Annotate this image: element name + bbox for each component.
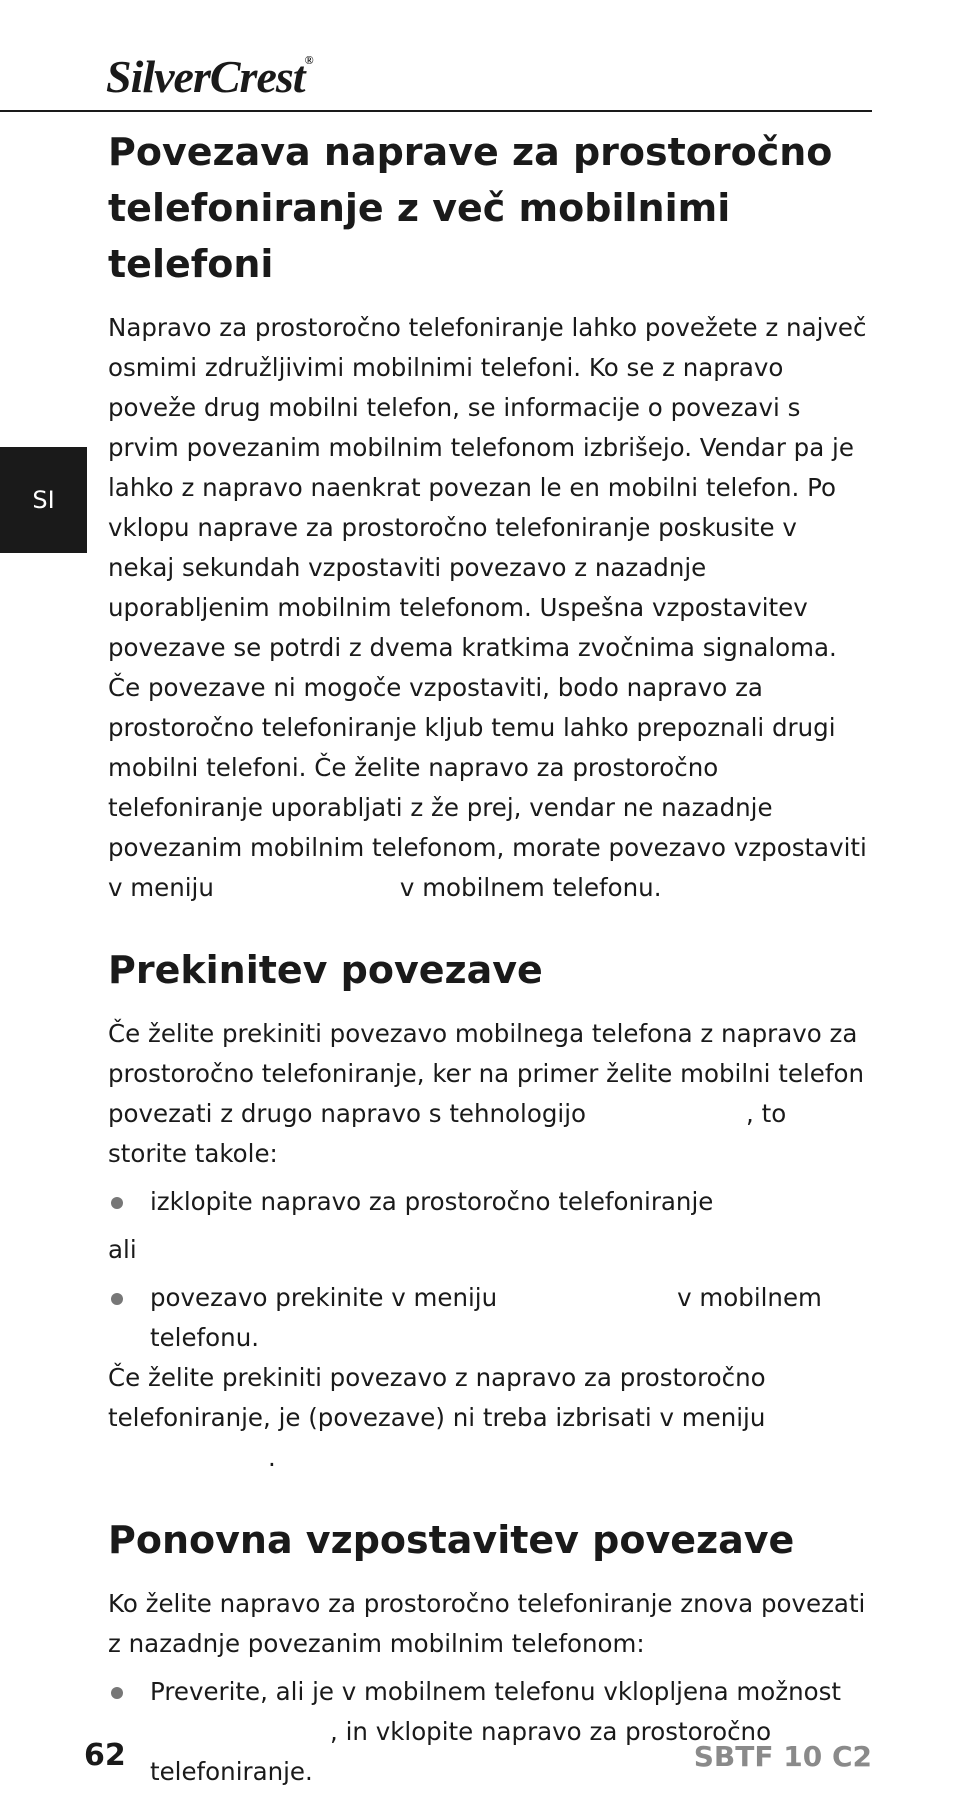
page-content — [108, 124, 868, 1792]
page-number: 62 — [84, 1738, 126, 1773]
model-number: SBTF 10 C2 — [693, 1740, 872, 1773]
section2-bullet-2: povezavo prekinite v meniju v mobilnem telefonu. — [108, 1278, 868, 1358]
section1-body: Napravo za prostoročno telefoniranje lahko povežete z največ osmimi združljivimi mobilnimi telefoni. Ko se z napravo poveže drug mobilni telefon, se informacije o povezavi s prvim povezanim mobilnim telefonom izbrišejo. Vendar pa je lahko z napravo naenkrat povezan le en mobilni telefon. Po vklopu naprave za prostoročno telefoniranje poskusite v nekaj sekundah vzpostaviti povezavo z nazadnje uporabljenim mobilnim telefonom. Uspešna vzpostavitev povezave se potrdi z dvema kratkima zvočnima signaloma. Če povezave ni mogoče vzpostaviti, bodo napravo za prostoročno telefoniranje kljub temu lahko prepoznali drugi mobilni telefoni. Če želite napravo za prostoročno telefoniranje uporabljati z že prej, vendar ne nazadnje povezanim mobilnim telefonom, morate povezavo vzpostaviti v meniju v mobilnem telefonu. — [108, 313, 867, 902]
section2-intro: Če želite prekiniti povezavo mobilnega telefona z napravo za prostoročno telefoniranje, ker na primer želite mobilni telefon povezati z drugo napravo s tehnologijo , to storite takole: — [108, 1019, 864, 1168]
section3-intro: Ko želite napravo za prostoročno telefoniranje znova povezati z nazadnje povezanim mobilnim telefonom: — [108, 1589, 866, 1658]
language-tab: SI — [0, 447, 87, 553]
bullet-icon — [111, 1293, 123, 1305]
bullet-icon — [111, 1197, 123, 1209]
bullet-icon — [111, 1687, 123, 1699]
header-rule — [0, 110, 872, 112]
section2-bullet-1: izklopite napravo za prostoročno telefoniranje — [108, 1182, 868, 1222]
section3-title: Ponovna vzpostavitev povezave — [108, 1518, 795, 1562]
section2-or: ali — [108, 1235, 137, 1264]
section2-title: Prekinitev povezave — [108, 948, 543, 992]
section3-bullet-1: Preverite, ali je v mobilnem telefonu vklopljena možnost, in vklopite napravo za prostoročno telefoniranje. — [108, 1672, 868, 1792]
brand-logo: SilverCrest® — [106, 51, 313, 102]
section1-title: Povezava naprave za prostoročno telefoniranje z več mobilnimi telefoni — [108, 130, 833, 286]
section2-outro: Če želite prekiniti povezavo z napravo za prostoročno telefoniranje, je (povezave) ni treba izbrisati v meniju. — [108, 1363, 766, 1472]
